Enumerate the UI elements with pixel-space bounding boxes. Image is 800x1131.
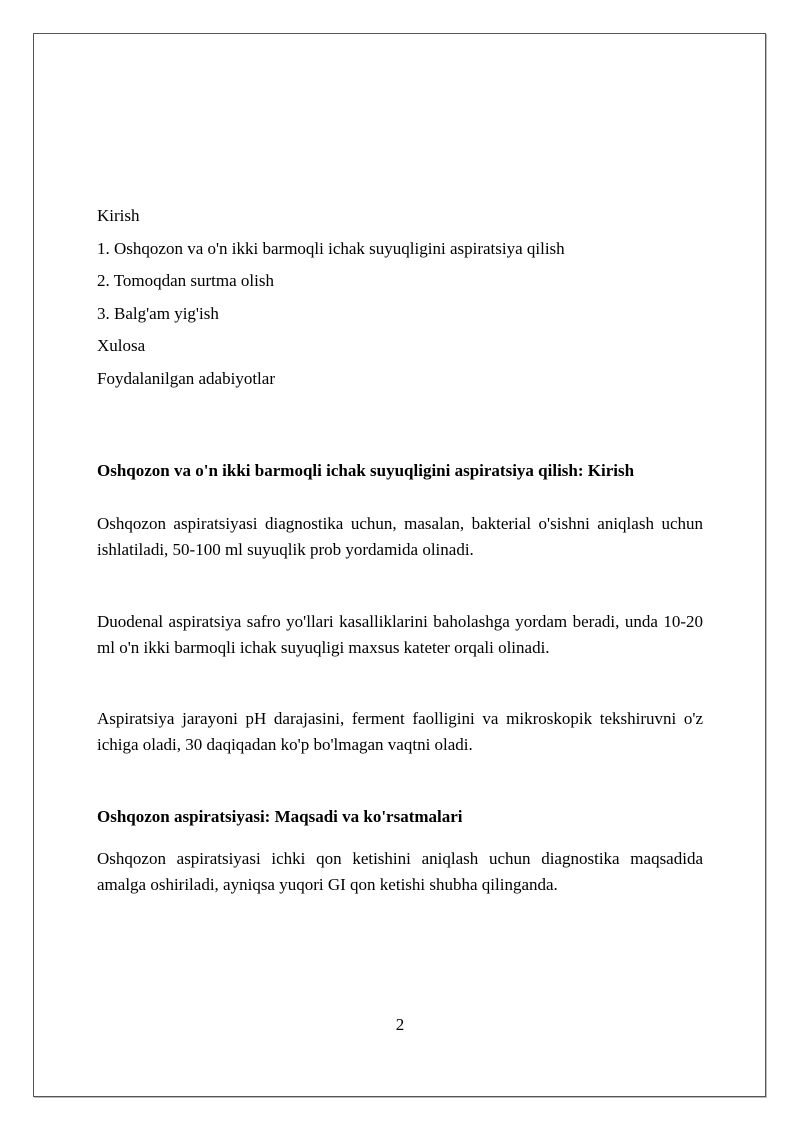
page-border [33, 33, 766, 1097]
paragraph-duodenal-aspiration: Duodenal aspiratsiya safro yo'llari kasalliklarini baholashga yordam beradi, unda 10-20 ml o'n ikki barmoqli ichak suyuqligi maxsus kateter orqali olinadi. [97, 612, 703, 657]
section-heading-aspiration-intro: Oshqozon va o'n ikki barmoqli ichak suyuqligini aspiratsiya qilish: Kirish [97, 461, 635, 480]
toc-item-3: 3. Balg'am yig'ish [97, 303, 219, 323]
toc-item-1: 1. Oshqozon va o'n ikki barmoqli ichak suyuqligini aspiratsiya qilish [97, 238, 565, 258]
toc-item-2: 2. Tomoqdan surtma olish [97, 271, 274, 291]
table-of-contents [97, 200, 703, 396]
toc-item-introduction: Kirish [97, 206, 140, 225]
paragraph-gastric-aspiration: Oshqozon aspiratsiyasi diagnostika uchun, masalan, bakterial o'sishni aniqlash uchun ishlatiladi, 50-100 ml suyuqlik prob yordamida olinadi. [97, 514, 703, 559]
toc-item-references: Foydalanilgan adabiyotlar [97, 368, 275, 388]
paragraph-gastric-purpose: Oshqozon aspiratsiyasi ichki qon ketishini aniqlash uchun diagnostika maqsadida amalga oshiriladi, ayniqsa yuqori GI qon ketishi shubha qilinganda. [97, 849, 703, 894]
toc-item-conclusion: Xulosa [97, 336, 146, 356]
paragraph-aspiration-process: Aspiratsiya jarayoni pH darajasini, ferment faolligini va mikroskopik tekshiruvni o'z ichiga oladi, 30 daqiqadan ko'p bo'lmagan vaqtni oladi. [97, 709, 703, 754]
page-number: 2 [395, 1015, 405, 1034]
section-heading-gastric-purpose: Oshqozon aspiratsiyasi: Maqsadi va ko'rsatmalari [97, 807, 463, 826]
